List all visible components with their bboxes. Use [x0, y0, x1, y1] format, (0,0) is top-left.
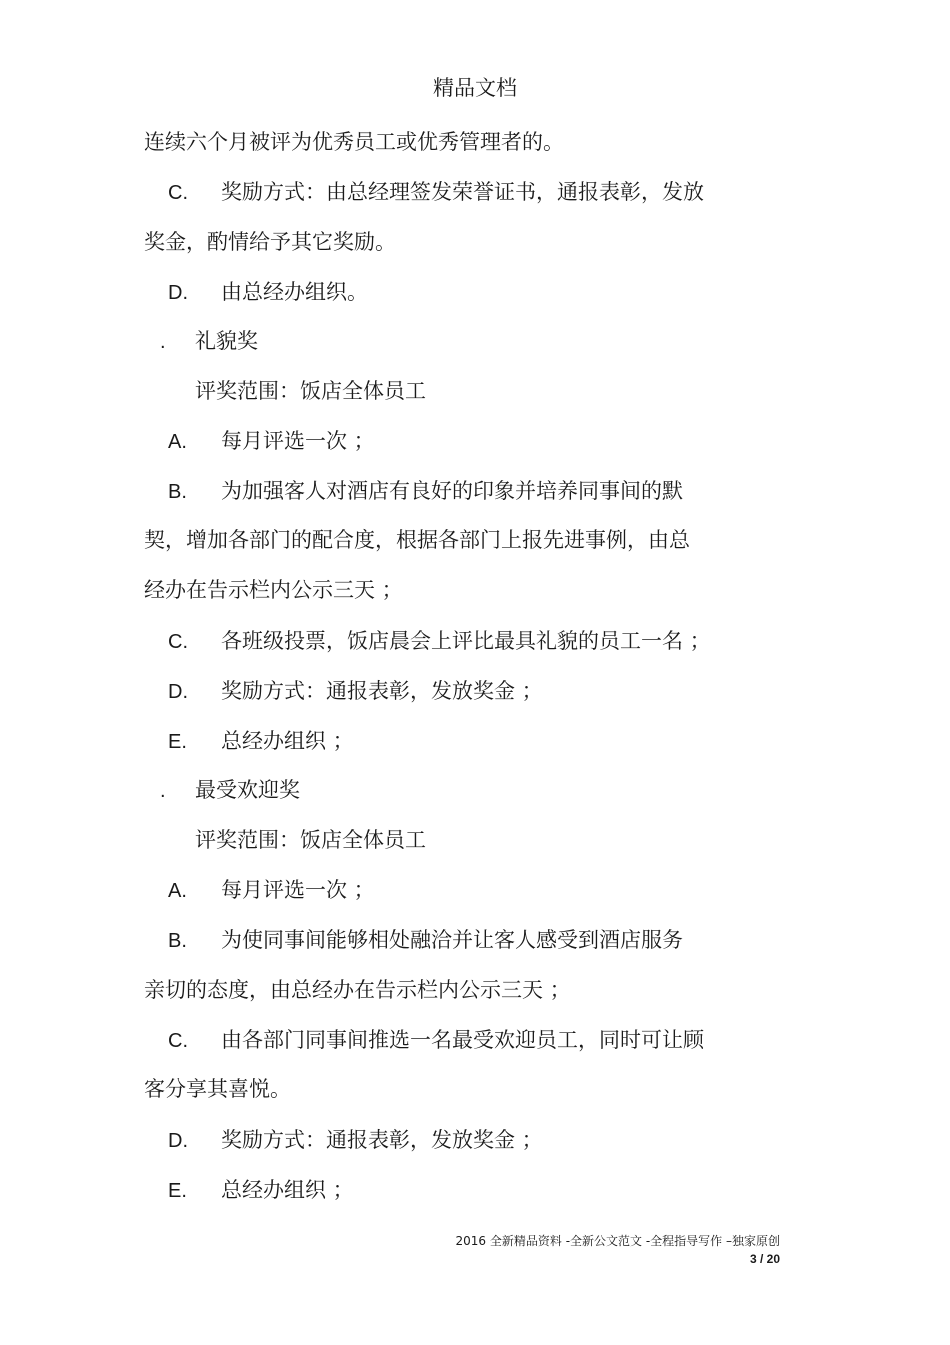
list-marker: D. [168, 681, 188, 703]
list-marker: B. [168, 930, 187, 952]
list-marker: E. [168, 1180, 187, 1202]
body-line: 客分享其喜悦。 [144, 1077, 291, 1101]
body-line: 总经办组织 ； [221, 729, 354, 753]
body-line: 由总经办组织。 [221, 280, 368, 304]
list-marker: D. [168, 1130, 188, 1152]
body-line: 由各部门同事间推选一名最受欢迎员工，同时可让顾 [221, 1028, 704, 1052]
footer-text: 2016 全新精品资料 -全新公文范文 -全程指导写作 –独家原创 [455, 1234, 780, 1248]
body-line: 连续六个月被评为优秀员工或优秀管理者的。 [144, 130, 564, 154]
section-marker: . [160, 331, 166, 353]
body-line: 奖励方式：由总经理签发荣誉证书，通报表彰，发放 [221, 180, 704, 204]
section-heading: 最受欢迎奖 [195, 778, 300, 802]
body-line: 亲切的态度，由总经办在告示栏内公示三天 ； [144, 978, 571, 1002]
body-line: 奖励方式：通报表彰，发放奖金 ； [221, 1128, 543, 1152]
body-line: 经办在告示栏内公示三天 ； [144, 578, 403, 602]
list-marker: E. [168, 731, 187, 753]
body-line: 为使同事间能够相处融洽并让客人感受到酒店服务 [221, 928, 683, 952]
page-header-title: 精品文档 [433, 76, 517, 100]
section-heading: 礼貌奖 [195, 329, 258, 353]
list-marker: C. [168, 1030, 188, 1052]
body-line: 契，增加各部门的配合度，根据各部门上报先进事例，由总 [144, 528, 690, 552]
body-line: 奖励方式：通报表彰，发放奖金 ； [221, 679, 543, 703]
list-marker: C. [168, 182, 188, 204]
body-line: 评奖范围：饭店全体员工 [195, 379, 426, 403]
body-line: 评奖范围：饭店全体员工 [195, 828, 426, 852]
page-number: 3 / 20 [749, 1252, 780, 1266]
list-marker: A. [168, 431, 187, 453]
list-marker: D. [168, 282, 188, 304]
body-line: 为加强客人对酒店有良好的印象并培养同事间的默 [221, 479, 683, 503]
body-line: 奖金，酌情给予其它奖励。 [144, 230, 396, 254]
body-line: 各班级投票，饭店晨会上评比最具礼貌的员工一名 ； [221, 629, 711, 653]
section-marker: . [160, 780, 166, 802]
body-line: 每月评选一次 ； [221, 878, 375, 902]
list-marker: A. [168, 880, 187, 902]
body-line: 每月评选一次 ； [221, 429, 375, 453]
list-marker: B. [168, 481, 187, 503]
list-marker: C. [168, 631, 188, 653]
body-line: 总经办组织 ； [221, 1178, 354, 1202]
